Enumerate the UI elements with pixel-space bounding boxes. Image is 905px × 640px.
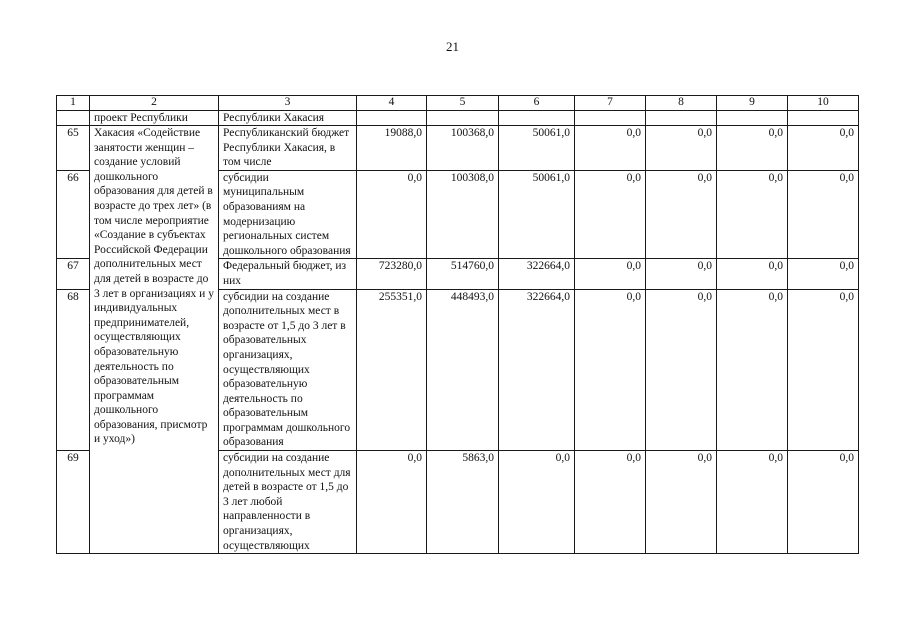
value-cell: 0,0: [646, 170, 717, 259]
value-cell: 19088,0: [357, 126, 427, 171]
row-number-cell: 66: [57, 170, 90, 259]
value-cell: 0,0: [646, 259, 717, 289]
funding-source-cell: Республиканский бюджет Республики Хакасия, в том числе: [219, 126, 357, 171]
table-cell: [717, 111, 788, 126]
value-cell: 0,0: [788, 259, 859, 289]
value-cell: 514760,0: [427, 259, 499, 289]
value-cell: 0,0: [788, 170, 859, 259]
value-cell: 448493,0: [427, 289, 499, 451]
funding-source-cell: субсидии муниципальным образованиям на модернизацию региональных систем дошкольного образования: [219, 170, 357, 259]
column-header: 10: [788, 96, 859, 111]
value-cell: 50061,0: [499, 170, 575, 259]
continuation-source-cell: Республики Хакасия: [219, 111, 357, 126]
budget-table: [56, 95, 859, 554]
value-cell: 0,0: [717, 259, 788, 289]
continuation-index-cell: [57, 111, 90, 126]
funding-source-cell: субсидии на создание дополнительных мест для детей в возрасте от 1,5 до 3 лет любой направленности в организациях, осуществляющих: [219, 451, 357, 554]
value-cell: 0,0: [788, 289, 859, 451]
funding-source-cell: субсидии на создание дополнительных мест в возрасте от 1,5 до 3 лет в образовательных организациях, осуществляющих образовательную деятельность по образовательным программам дошкольного образования: [219, 289, 357, 451]
row-number-cell: 68: [57, 289, 90, 451]
continuation-row: [57, 111, 859, 126]
value-cell: 0,0: [575, 126, 646, 171]
continuation-project-cell: проект Республики: [90, 111, 219, 126]
column-header: 8: [646, 96, 717, 111]
value-cell: 322664,0: [499, 289, 575, 451]
column-header: 5: [427, 96, 499, 111]
table-cell: [499, 111, 575, 126]
value-cell: 255351,0: [357, 289, 427, 451]
column-header: 6: [499, 96, 575, 111]
table-cell: [788, 111, 859, 126]
value-cell: 0,0: [788, 126, 859, 171]
value-cell: 50061,0: [499, 126, 575, 171]
value-cell: 0,0: [646, 289, 717, 451]
value-cell: 0,0: [646, 126, 717, 171]
table-cell: [646, 111, 717, 126]
value-cell: 0,0: [717, 451, 788, 554]
table-cell: [427, 111, 499, 126]
value-cell: 0,0: [499, 451, 575, 554]
row-number-cell: 69: [57, 451, 90, 554]
value-cell: 0,0: [717, 170, 788, 259]
table-cell: [357, 111, 427, 126]
value-cell: 0,0: [575, 451, 646, 554]
value-cell: 0,0: [646, 451, 717, 554]
page-number: 21: [446, 39, 459, 54]
column-header: 1: [57, 96, 90, 111]
table-cell: [575, 111, 646, 126]
value-cell: 322664,0: [499, 259, 575, 289]
row-number-cell: 67: [57, 259, 90, 289]
value-cell: 0,0: [575, 170, 646, 259]
value-cell: 5863,0: [427, 451, 499, 554]
value-cell: 100308,0: [427, 170, 499, 259]
value-cell: 723280,0: [357, 259, 427, 289]
value-cell: 0,0: [788, 451, 859, 554]
column-header: 7: [575, 96, 646, 111]
value-cell: 100368,0: [427, 126, 499, 171]
funding-source-cell: Федеральный бюджет, из них: [219, 259, 357, 289]
column-header: 4: [357, 96, 427, 111]
value-cell: 0,0: [357, 451, 427, 554]
column-header: 3: [219, 96, 357, 111]
value-cell: 0,0: [575, 289, 646, 451]
header-row: [57, 96, 859, 111]
column-header: 2: [90, 96, 219, 111]
row-number-cell: 65: [57, 126, 90, 171]
value-cell: 0,0: [357, 170, 427, 259]
project-name-cell: Хакасия «Содействие занятости женщин – создание условий дошкольного образования для детей в возрасте до трех лет» (в том числе мероприятие «Создание в субъектах Российской Федерации дополнительных мест для детей в возрасте до 3 лет в организациях и у индивидуальных предпринимателей, осуществляющих образовательную деятельность по образовательным программам дошкольного образования, присмотр и уход»): [90, 126, 219, 554]
value-cell: 0,0: [717, 126, 788, 171]
value-cell: 0,0: [717, 289, 788, 451]
value-cell: 0,0: [575, 259, 646, 289]
table-row: [57, 126, 859, 171]
column-header: 9: [717, 96, 788, 111]
